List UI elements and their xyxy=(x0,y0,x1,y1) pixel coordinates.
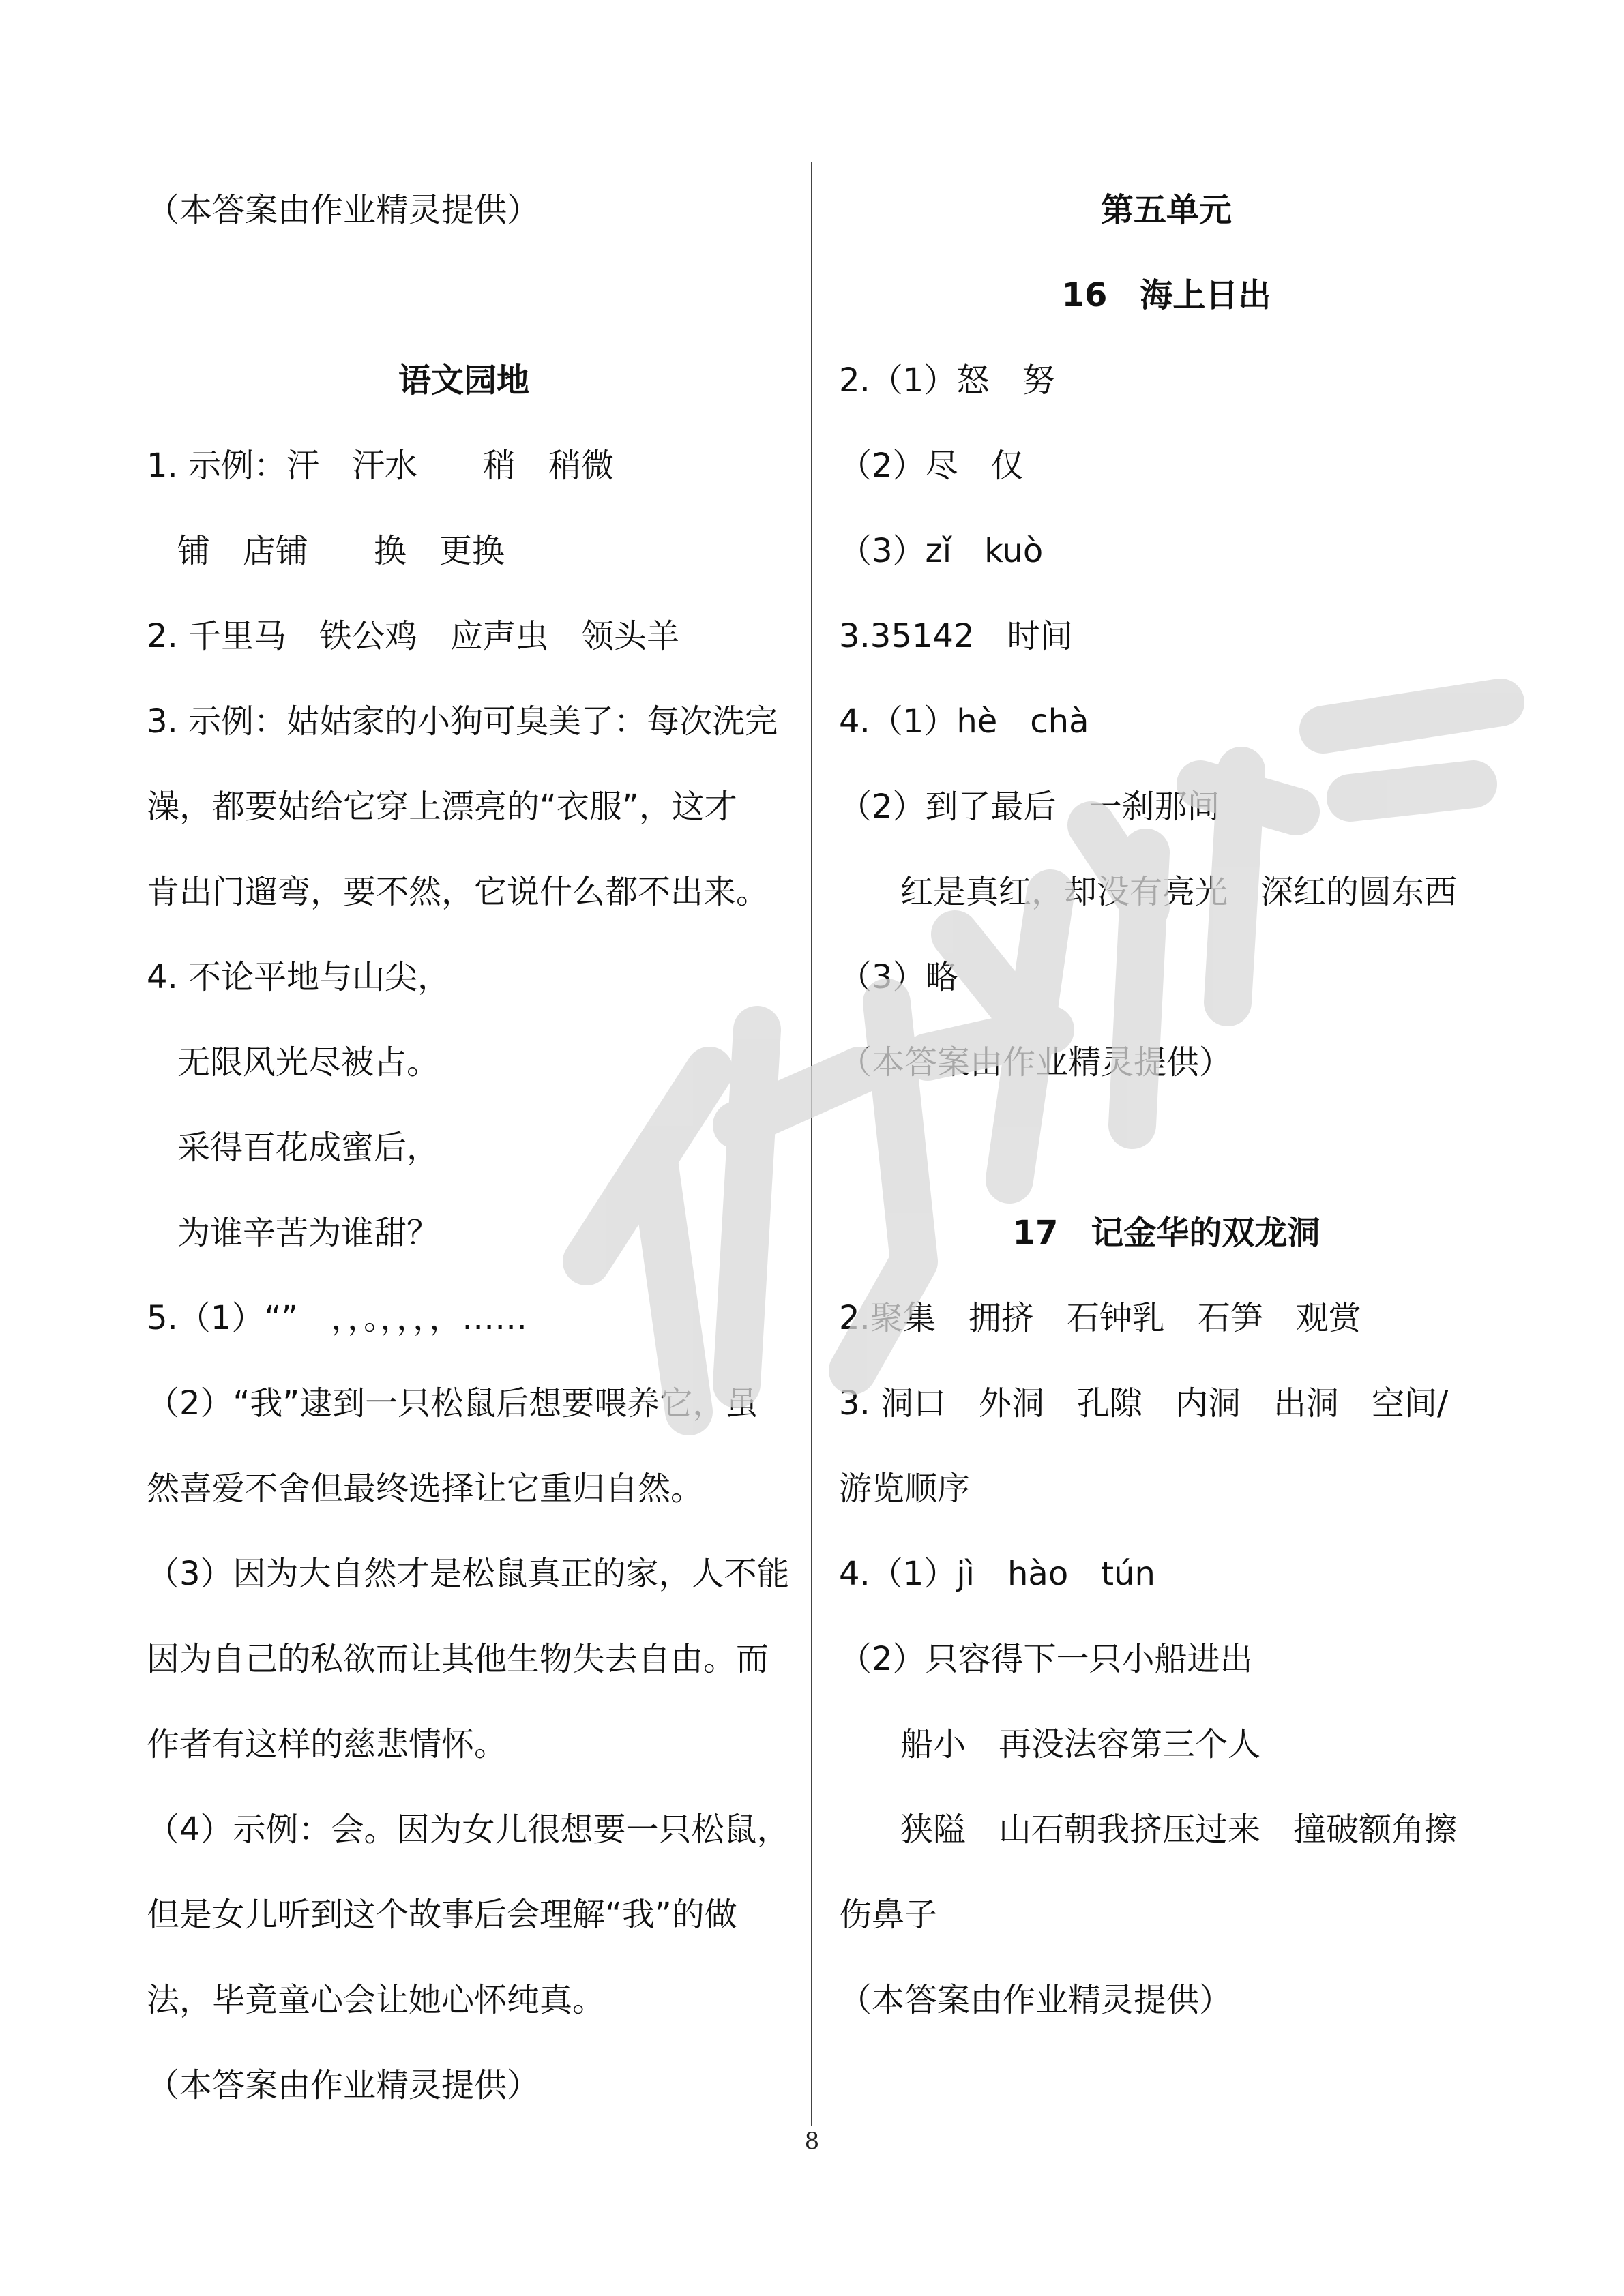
poem-line: 采得百花成蜜后， xyxy=(177,1129,440,1167)
lesson-heading-17: 17 记金华的双龙洞 xyxy=(1012,1214,1320,1252)
credit-note: （本答案由作业精灵提供） xyxy=(147,191,540,229)
answer-line: 因为自己的私欲而让其他生物失去自由。而 xyxy=(147,1640,769,1678)
credit-note: （本答案由作业精灵提供） xyxy=(147,2066,540,2104)
answer-line: 然喜爱不舍但最终选择让它重归自然。 xyxy=(147,1470,704,1508)
answer-line: 2. 千里马 铁公鸡 应声虫 领头羊 xyxy=(147,617,680,655)
answer-line: （3）略 xyxy=(839,958,958,996)
answer-line: （2）“我”逮到一只松鼠后想要喂养它，虽 xyxy=(147,1384,758,1422)
credit-note: （本答案由作业精灵提供） xyxy=(839,1981,1232,2019)
section-heading-yuwen-yuandi: 语文园地 xyxy=(398,361,529,400)
column-divider xyxy=(811,162,812,2126)
answer-line: 2.（1）怒 努 xyxy=(839,361,1055,400)
answer-line: （2）只容得下一只小船进出 xyxy=(839,1640,1253,1678)
answer-line: 4.（1）jì hào tún xyxy=(839,1555,1155,1593)
answer-line: 2.聚集 拥挤 石钟乳 石笋 观赏 xyxy=(839,1299,1361,1337)
answer-line: 4. 不论平地与山尖， xyxy=(147,958,451,996)
answer-line: 肯出门遛弯，要不然，它说什么都不出来。 xyxy=(147,873,769,911)
answer-line: 3. 洞口 外洞 孔隙 内洞 出洞 空间/ xyxy=(839,1384,1449,1422)
answer-line: 3. 示例：姑姑家的小狗可臭美了：每次洗完 xyxy=(147,702,778,741)
credit-note: （本答案由作业精灵提供） xyxy=(839,1043,1232,1082)
poem-line: 为谁辛苦为谁甜？ xyxy=(177,1214,440,1252)
right-column xyxy=(839,0,1494,2296)
answer-line: 1. 示例：汗 汗水 稍 稍微 xyxy=(147,447,615,485)
answer-line: 法，毕竟童心会让她心怀纯真。 xyxy=(147,1981,606,2019)
page-number: 8 xyxy=(804,2128,820,2155)
answer-line: 4.（1）hè chà xyxy=(839,702,1089,741)
answer-line: 3.35142 时间 xyxy=(839,617,1073,655)
answer-line: 狭隘 山石朝我挤压过来 撞破额角擦 xyxy=(900,1810,1458,1849)
unit-heading: 第五单元 xyxy=(1100,191,1232,229)
answer-line: 伤鼻子 xyxy=(839,1896,938,1934)
answer-line: 但是女儿听到这个故事后会理解“我”的做 xyxy=(147,1896,737,1934)
answer-line: （3）zǐ kuò xyxy=(839,532,1044,570)
answer-line: 游览顺序 xyxy=(839,1470,971,1508)
answer-line: 作者有这样的慈悲情怀。 xyxy=(147,1725,507,1763)
answer-line: （2）到了最后 一刹那间 xyxy=(839,788,1220,826)
answer-line: 5.（1）“” ，，。，，，，…… xyxy=(147,1299,528,1337)
answer-line: （3）因为大自然才是松鼠真正的家，人不能 xyxy=(147,1555,790,1593)
lesson-heading-16: 16 海上日出 xyxy=(1061,276,1271,314)
answer-line: 澡，都要姑给它穿上漂亮的“衣服”，这才 xyxy=(147,788,737,826)
poem-line: 无限风光尽被占。 xyxy=(177,1043,440,1082)
answer-line: （2）尽 仅 xyxy=(839,447,1024,485)
answer-line: （4）示例：会。因为女儿很想要一只松鼠， xyxy=(147,1810,790,1849)
answer-line: 铺 店铺 换 更换 xyxy=(177,532,505,570)
answer-line: 船小 再没法容第三个人 xyxy=(900,1725,1261,1763)
answer-line: 红是真红，却没有亮光 深红的圆东西 xyxy=(900,873,1458,911)
left-column xyxy=(147,0,790,2296)
